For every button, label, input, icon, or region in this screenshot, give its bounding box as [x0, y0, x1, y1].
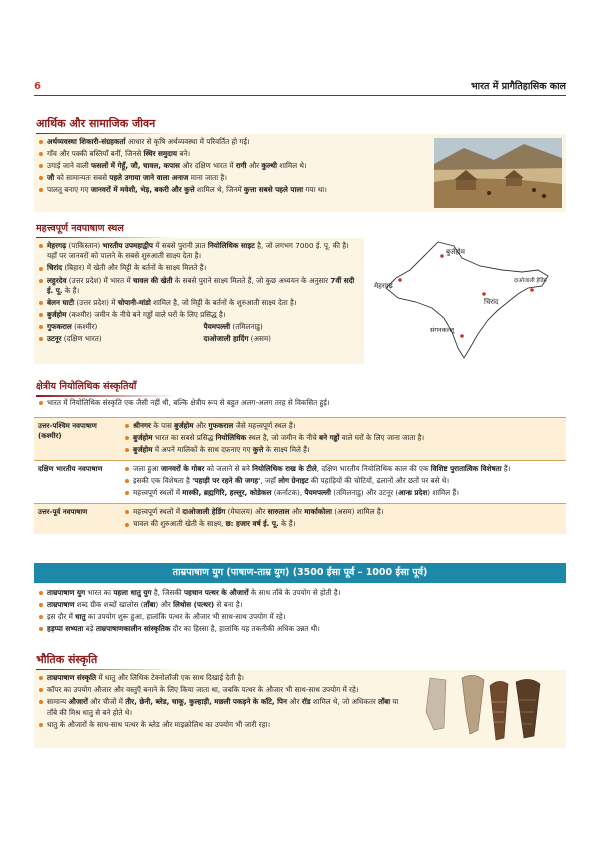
map-label-sanganakallu: संगनकल्लू — [430, 326, 454, 334]
sites-list — [38, 241, 360, 345]
regional-intro: भारत में नियोलिथिक संस्कृति एक जैसी नहीं थी, बल्कि क्षेत्रीय रूप से बहुत अलग-अलग तरह से विकसित हुई। — [38, 398, 562, 408]
region-label: दक्षिण भारतीय नवपाषाण — [34, 461, 120, 504]
region-item: बुर्जहोम में अपने मालिकों के साथ दफ़नाए गए कुत्ते के साक्ष्य मिले हैं। — [124, 445, 562, 455]
chalco-item: हड़प्पा सभ्यता बड़े ताम्रपाषाणकालीन सांस्कृतिक दौर का हिस्सा है, हालांकि यह तकनीकी अधिक उन्नत थी। — [38, 624, 562, 634]
chalco-list — [38, 588, 562, 635]
region-label: उत्तर-पश्चिम नवपाषाण (कश्मीर) — [34, 418, 120, 461]
econ-item: उगाई जाने वाली फसलों में गेहूँ, जौ, चावल, कपास और दक्षिण भारत में रागी और कुल्थी शामिल थे। — [38, 161, 428, 171]
region-item: इसकी एक विशेषता है 'पहाड़ी पर रहने की जगह', जहाँ लोग ग्रेनाइट की पहाड़ियों की चोटियों, ढलानों और छतों पर बसे थे। — [124, 476, 562, 486]
page-header — [34, 78, 566, 96]
econ-item: पालतू बनाए गए जानवरों में मवेशी, भेड़, बकरी और कुत्ते शामिल थे, जिनमें कुत्ता सबसे पहले पाला गया था। — [38, 185, 428, 195]
site-belan: बेलन घाटी (उत्तर प्रदेश) में चोपानी-मांडो शामिल है, जो मिट्टी के बर्तनों के शुरुआती साक्ष्य देता है। — [38, 298, 360, 308]
econ-list — [38, 137, 428, 196]
india-map-svg — [372, 236, 562, 364]
site-row-2: उटनूर (दक्षिण भारत) दाओजाली हादिंग (असम) — [38, 334, 360, 344]
material-list — [38, 673, 408, 730]
page-number: 6 — [34, 81, 41, 92]
site-mehrgarh: मेहरगढ़ (पाकिस्तान) भारतीय उपमहाद्वीप में सबसे पुरानी ज्ञात नियोलिथिक साइट है, जो लगभग 7000 ई. पू. की है। यहाँ पर जानवरों को पालने के सबसे शुरुआती साक्ष्य देता है। — [38, 241, 360, 262]
region-item: महत्त्वपूर्ण स्थलों में दाओजाली हेडिंग (मेघालय) और सारुताल और मार्काकोला (असम) शामिल हैं। — [124, 507, 562, 517]
region-row — [34, 461, 566, 504]
region-item: चावल की शुरुआती खेती के साक्ष्य, छ: हजार वर्ष ई. पू. के हैं। — [124, 519, 562, 529]
regional-table — [34, 417, 566, 534]
region-row — [34, 504, 566, 535]
material-heading: भौतिक संस्कृति — [36, 653, 98, 666]
region-row — [34, 418, 566, 461]
regional-heading: क्षेत्रीय नियोलिथिक संस्कृतियाँ — [36, 381, 137, 392]
chalco-item: इस दौर में धातु का उपयोग शुरू हुआ, हालांकि पत्थर के औजार भी साथ-साथ उपयोग में रहे। — [38, 612, 562, 622]
region-content — [120, 461, 566, 504]
chalco-item: ताम्रपाषाण युग भारत का पहला धातु युग है, जिसकी पहचान पत्थर के औजारों के साथ ताँबे के उपयोग से होती है। — [38, 588, 562, 598]
site-row-1: गुफकराल (कश्मीर) पैयमपल्ली (तमिलनाडु) — [38, 322, 360, 332]
material-item: ताम्रपाषाण संस्कृति में धातु और लिथिक टेक्नोलॉजी एक साथ दिखाई देती है। — [38, 673, 408, 683]
site-chirand: चिरांद (बिहार) में खेती और मिट्टी के बर्तनों के साक्ष्य मिलते हैं। — [38, 263, 360, 273]
econ-item: गाँव और पक्की बस्तियाँ बनीं, जिनसे स्थिर समुदाय बने। — [38, 149, 428, 159]
material-item: कॉपर का उपयोग औजार और वस्तुएँ बनाने के लिए किया जाता था, जबकि पत्थर के औजार भी साथ-साथ उपयोग में रहे। — [38, 685, 408, 695]
econ-item: अर्थव्यवस्था शिकारी-संग्रहकर्ता आधार से कृषि अर्थव्यवस्था में परिवर्तित हो गई। — [38, 137, 428, 147]
map-label-daojali: दाओजाली हेडिंग — [514, 278, 547, 284]
chalcolithic-banner: ताम्रपाषाण युग (पाषाण-ताम्र युग) (3500 ईसा पूर्व – 1000 ईसा पूर्व) — [34, 563, 566, 583]
region-item: जला हुआ जानवरों के गोबर को जलाने से बने नियोलिथिक राख के टीले, दक्षिण भारतीय नियोलिथिक काल की एक विशिष्ट पुरातात्विक विशेषता हैं। — [124, 464, 562, 474]
region-item: बुर्जहोम भारत का सबसे प्रसिद्ध नियोलिथिक स्थल है, जो जमीन के नीचे बने गड्ढों वाले घरों के लिए जाना जाता है। — [124, 433, 562, 443]
region-content — [120, 418, 566, 461]
sites-heading: महत्त्वपूर्ण नवपाषाण स्थल — [36, 223, 124, 234]
map-label-burzahom: बुर्जहोम — [446, 248, 465, 256]
chalco-panel — [34, 588, 566, 636]
sites-panel — [34, 238, 364, 364]
material-item: सामान्य औजारों और चीजों में तीर, छेनी, ब्लेड, चाकू, कुल्हाड़ी, मछली पकड़ने के काँटे, पिन और रॉड शामिल थे, जो अधिकतर ताँबा या ताँबे की मिश्र धातु से बने होते थे। — [38, 697, 408, 718]
site-lahuradewa: लहुरदेव (उत्तर प्रदेश) में भारत में चावल की खेती के सबसे पुराने साक्ष्य मिलते हैं, जो कुछ अध्ययन के अनुसार 7वीं सदी ई. पू. के हैं। — [38, 276, 360, 297]
econ-item: जौ को सामान्यतः सबसे पहले उगाया जाने वाला अनाज माना जाता है। — [38, 173, 428, 183]
village-illustration — [434, 138, 562, 208]
chalco-item: ताम्रपाषाण शब्द ग्रीक शब्दों खालोस (ताँबा) और लिथोस (पत्थर) से बना है। — [38, 600, 562, 610]
running-title: भारत में प्रागैतिहासिक काल — [470, 81, 566, 92]
econ-heading: आर्थिक और सामाजिक जीवन — [36, 117, 156, 130]
copper-tools-image — [412, 672, 564, 746]
region-item: श्रीनगर के पास बुर्जहोम और गुफकराल जैसे महत्त्वपूर्ण स्थल हैं। — [124, 421, 562, 431]
region-label: उत्तर-पूर्व नवपाषाण — [34, 504, 120, 535]
map-label-chirand: चिरांद — [484, 298, 499, 306]
india-map — [372, 236, 562, 364]
site-burzahom: बुर्जहोम (कश्मीर) जमीन के नीचे बने गड्ढों वाले घरों के लिए प्रसिद्ध है। — [38, 310, 360, 320]
region-content — [120, 504, 566, 535]
map-label-mehrgarh: मेहरगढ़ — [374, 282, 393, 290]
regional-intro-wrap — [34, 398, 566, 410]
material-item: धातु के औजारों के साथ-साथ पत्थर के ब्लेड और माइक्रोलिथ का उपयोग भी जारी रहा। — [38, 720, 408, 730]
region-item: महत्त्वपूर्ण स्थलों में मास्की, ब्रह्मगिरि, हल्लूर, कोडेकल (कर्नाटक), पैयमपल्ली (तमिलनाडु) और उटनूर (आन्ध्र प्रदेश) शामिल हैं। — [124, 488, 562, 498]
econ-panel — [34, 134, 566, 212]
